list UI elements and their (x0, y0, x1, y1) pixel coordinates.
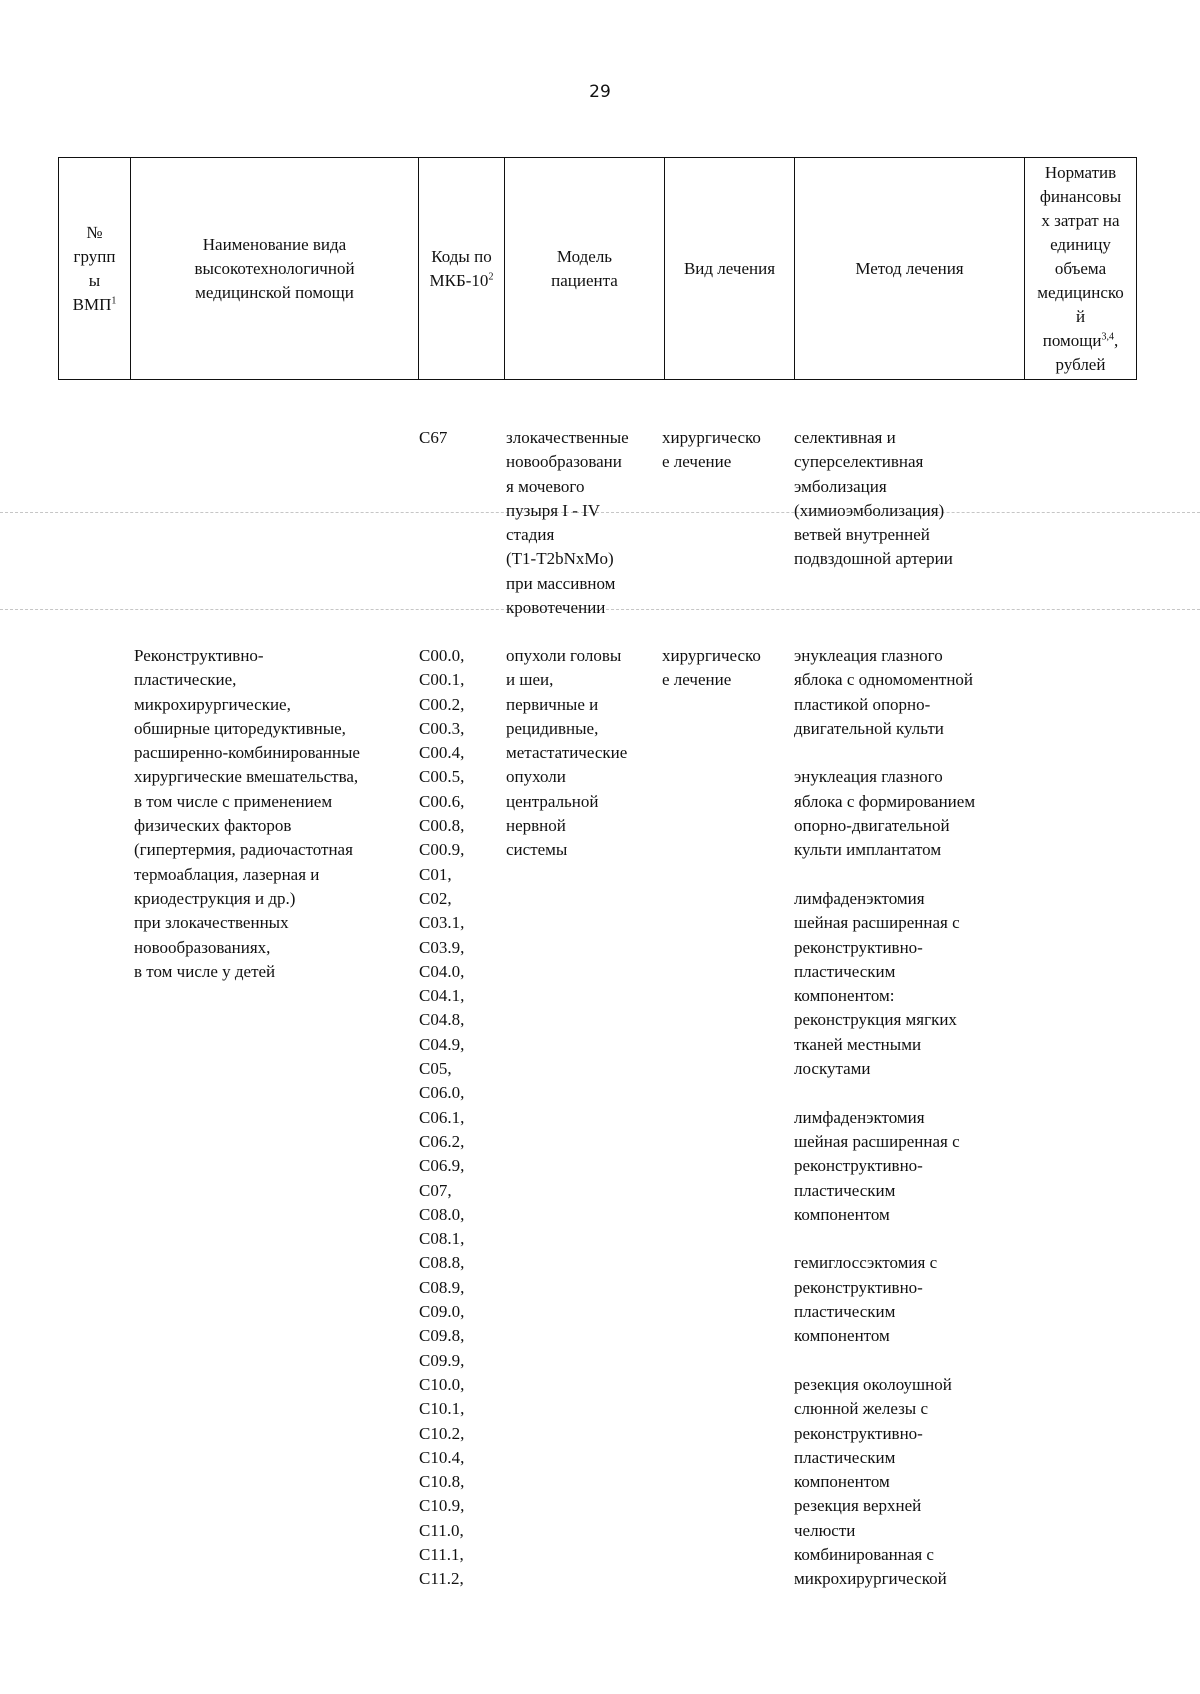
row2-treatment-method: энуклеация глазного яблока с одномоментной пластикой опорно- двигательной культи энуклеация глазного яблока с формированием опорно-двигательной культи имплантатом лимфаденэктомия шейная расширенная с реконструктивно- пластическим компонентом: реконструкция мягких тканей местными лоскутами лимфаденэктомия шейная расширенная с реконструктивно- пластическим компонентом гемиглоссэктомия с реконструктивно- пластическим компонентом резекция околоушной слюнной железы с реконструктивно- пластическим компонентом резекция верхней челюсти комбинированная с микрохирургической (794, 646, 976, 1589)
header-care-type: Наименование вида высокотехнологичной медицинской помощи (131, 158, 419, 380)
row1-treatment-method: селективная и суперселективная эмболизация (химиоэмболизация) ветвей внутренней подвздошной артерии (794, 428, 953, 569)
row2-patient-model: опухоли головы и шеи, первичные и рецидивные, метастатические опухоли центральной нервной системы (506, 646, 628, 860)
page-number: 29 (589, 82, 611, 102)
header-patient-model: Модель пациента (505, 158, 665, 380)
row1-treatment-type: хирургическо е лечение (662, 428, 761, 472)
row2-treatment-type: хирургическо е лечение (662, 646, 761, 690)
header-group-number: № групп ы ВМП$^1$ (59, 158, 131, 380)
header-treatment-method: Метод лечения (795, 158, 1025, 380)
header-treatment-type: Вид лечения (665, 158, 795, 380)
header-financial-norm: Норматив финансовы х затрат на единицу объема медицинско й помощи$^{3,4}$, рублей (1025, 158, 1137, 380)
row2-icd-codes: C00.0, C00.1, C00.2, C00.3, C00.4, C00.5, C00.6, C00.8, C00.9, C01, C02, C03.1, C03.9, C04.0, C04.1, C04.8, C04.9, C05, C06.0, C06.1, C06.2, C06.9, C07, C08.0, C08.1, C08.8, C08.9, C09.0, C09.8, C09.9, C10.0, C10.1, C10.2, C10.4, C10.8, C10.9, C11.0, C11.1, C11.2, (419, 646, 465, 1589)
row2-care-type: Реконструктивно- пластические, микрохирургические, обширные циторедуктивные, расширенно-комбинированные хирургические вмешательства, в том числе с применением физических факторов (гипертермия, радиочастотная термоаблация, лазерная и криодеструкция и др.) при злокачественных новообразованиях, в том числе у детей (134, 646, 360, 981)
row1-icd-codes: C67 (419, 428, 448, 447)
table-header (58, 157, 1137, 380)
row1-patient-model: злокачественные новообразовани я мочевого пузыря I - IV стадия (T1-T2bNxMo) при массивном кровотечении (506, 428, 629, 618)
header-icd-codes: Коды по МКБ-$10^2$ (419, 158, 505, 380)
